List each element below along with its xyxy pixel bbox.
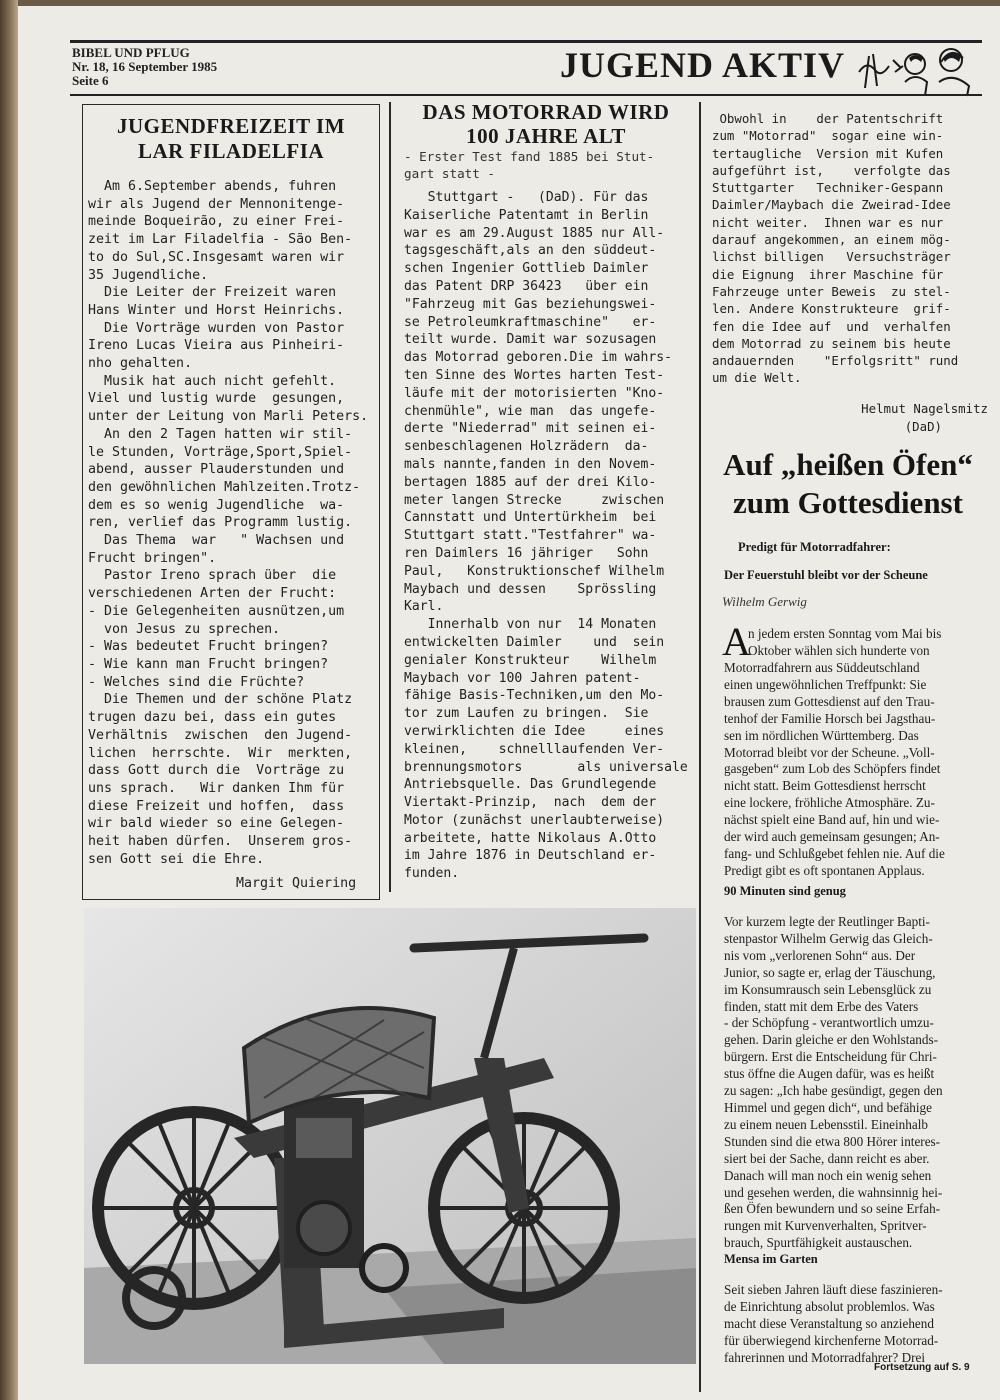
headline-line: 100 JAHRE ALT: [466, 124, 626, 148]
column-divider: [699, 102, 701, 1392]
page-number: Seite 6: [72, 73, 109, 88]
headline-line: zum Gottesdienst: [733, 485, 963, 520]
article-author: Margit Quiering: [236, 876, 357, 891]
article-kicker: Predigt für Motorradfahrer:: [738, 540, 891, 554]
issue-date: Nr. 18, 16 September 1985: [72, 59, 218, 74]
article-headline: [398, 100, 694, 148]
section-heading: Mensa im Garten: [724, 1252, 818, 1266]
intro-line: n jedem ersten Sonntag vom Mai bis: [748, 626, 942, 641]
intro-line: Oktober wählen sich hunderte von: [748, 643, 930, 658]
motorcycle-photo: [84, 908, 696, 1364]
masthead-rule: [70, 94, 982, 96]
article-body: Stuttgart - (DaD). Für das Kaiserliche Patentamt in Berlin war es am 29.August 1885 nur All- tagsgeschäft,als an den süddeut- schen Ingenier Gottlieb Daimler das Patent DRP 36423 über ein "Fahrzeug mit Gas beziehungswei- se Petroleumkraftmaschine" er- teilt wurde. Damit war sozusagen das Motorrad geboren.Die im wahrs- ten Sinne des Wortes harten Test- läufe mit der motorisierten "Kno- chenmühle", wie man das ungefe- derte "Niederrad" mit seinen ei- senbeschlagenen Holzrädern da- mals nannte,fanden in den Novem- bertagen 1885 auf der drei Kilo- meter langen Strecke zwischen Cannstatt und Untertürkheim bei Stuttgart statt."Testfahrer" wa- ren Daimlers 16 jähriger Sohn Paul, Konstruktionschef Wilhelm Maybach und dessen Sprössling Karl. Innerhalb von nur 14 Monaten entwickelten Daimler und sein genialer Konstrukteur Wilhelm Maybach vor 100 Jahren patent- fähige Basis-Techniken,um den Mo- tor zum Laufen zu bringen. Sie verwirklichten die Idee eines kleinen, schnelllaufenden Ver- brennungsmotors als universale Antriebsquelle. Das Grundlegende Viertakt-Prinzip, nach dem der Motor (zunächst unerlaubterweise) arbeitete, hatte Nikolaus A.Otto im Jahre 1876 in Deutschland er- funden.: [404, 190, 688, 882]
article-headline: [706, 446, 990, 522]
book-binding: [0, 0, 18, 1400]
publication-info: [72, 46, 217, 88]
drop-cap: A: [722, 619, 751, 664]
headline-line: JUGENDFREIZEIT IM: [116, 114, 346, 138]
headline-line: LAR FILADELFIA: [137, 139, 325, 163]
continued-note: Fortsetzung auf S. 9: [874, 1362, 970, 1373]
headline-line: DAS MOTORRAD WIRD: [422, 100, 670, 124]
youth-illustration-icon: [855, 42, 985, 98]
article-intro: Motorradfahrern aus Süddeutschland einen ungewöhnlichen Treffpunkt: Sie brausen zum Gottesdienst auf den Trau- tenhof der Familie Horsch bei Jagsthau- sen im nördlichen Württemberg. Das Motorrad bleibt vor der Scheune. „Voll- gasgeben“ zum Lob des Schöpfers findet nicht statt. Beim Gottesdienst herrscht eine lockere, fröhliche Atmosphäre. Zu- nächst spielt eine Band auf, hin und wie- der wird auch gemeinsam gesungen; An- fang- und Schlußgebet fehlen nie. Auf die Predigt gibt es oft spontanen Applaus.: [724, 660, 945, 878]
daimler-reitwagen-illustration: [84, 908, 696, 1364]
section-body: Seit sieben Jahren läuft diese faszinieren- de Einrichtung absolut problemlos. Was macht diese Veranstaltung so anziehend für überwiegend kirchenferne Motorrad- fahrerinnen und Motorradfahrer? Drei: [724, 1282, 943, 1365]
article-author: Wilhelm Gerwig: [722, 594, 807, 609]
article-body: Am 6.September abends, fuhren wir als Jugend der Mennonitenge- meinde Boqueirão, zu einer Frei- zeit im Lar Filadelfia - São Ben- to do Sul,SC.Insgesamt waren wir 35 Jugendliche. Die Leiter der Freizeit waren Hans Winter und Horst Heinrichs. Die Vorträge wurden von Pastor Ireno Lucas Vieira aus Pinheiri- nho gehalten. Musik hat auch nicht gefehlt. Viel und lustig wurde gesungen, unter der Leitung von Marli Peters. An den 2 Tagen hatten wir stil- le Stunden, Vorträge,Sport,Spiel- abend, ausser Plauderstunden und den gewöhnlichen Mahlzeiten.Trotz- dem es so wenig Jugendliche wa- ren, verlief das Programm lustig. Das Thema war " Wachsen und Frucht bringen". Pastor Ireno sprach über die verschiedenen Arten der Frucht: - Die Gelegenheiten ausnützen,um von Jesus zu sprechen. - Was bedeutet Frucht bringen? - Wie kann man Frucht bringen? - Welches sind die Früchte? Die Themen und der schöne Platz trugen dazu bei, dass ein gutes Verhältnis zwischen den Jugend- lichen herrschte. Wir merkten, dass Gott durch die Vorträge zu uns sprach. Wir danken Ihm für diese Freizeit und hoffen, dass wir bald wieder so eine Gelegen- heit haben dürfen. Unserem gros- sen Gott sei die Ehre.: [88, 179, 369, 867]
article-kicker: Der Feuerstuhl bleibt vor der Scheune: [724, 568, 928, 582]
article-headline: [82, 114, 380, 164]
author-name: Helmut Nagelsmitz: [861, 401, 988, 416]
top-rule: [70, 40, 982, 43]
author-agency: (DaD): [904, 419, 942, 434]
article-subtitle: - Erster Test fand 1885 bei Stut- gart statt -: [404, 149, 655, 181]
column-divider: [389, 102, 391, 892]
section-heading: 90 Minuten sind genug: [724, 884, 846, 898]
publication-name: BIBEL UND PFLUG: [72, 45, 190, 60]
article-author: [712, 400, 988, 436]
headline-line: Auf „heißen Öfen“: [723, 447, 973, 482]
section-masthead: JUGEND AKTIV: [560, 45, 846, 85]
section-body: Vor kurzem legte der Reutlinger Bapti- stenpastor Wilhelm Gerwig das Gleich- nis vom „verlorenen Sohn“ aus. Der Junior, so sagte er, erlag der Täuschung, im Konsumrausch sein Lebensglück zu finden, statt mit dem Erbe des Vaters - der Schöpfung - verantwortlich umzu- gehen. Darin gleiche er den Wohlstands- bürgern. Erst die Entscheidung für Chri- stus öffne die Augen dafür, was es heißt zu sagen: „Ich habe gesündigt, gegen den Himmel und gegen dich“, und befähige zu einem neuen Lebensstil. Eineinhalb Stunden sind die etwa 800 Hörer interes- siert bei der Sache, dann reicht es aber. Danach will man noch ein wenig sehen und gesehen werden, die wahnsinnig hei- ßen Öfen bewundern und so seine Erfah- rungen mit Kurvenverhalten, Spritver- brauch, Spurtfähigkeit austauschen.: [724, 914, 943, 1251]
article-continuation: Obwohl in der Patentschrift zum "Motorrad" sogar eine win- tertaugliche Version mit Kufen aufgeführt ist, verfolgte das Stuttgarter Techniker-Gespann Daimler/Maybach die Zweirad-Idee nicht weiter. Ihnen war es nur darauf angekommen, an einem mög- lichst billigen Versuchsträger die Eignung ihrer Maschine für Fahrzeuge unter Beweis zu stel- len. Andere Konstrukteure grif- fen die Idee auf und verhalfen dem Motorrad zu seinem bis heute andauernden "Erfolgsritt" rund um die Welt.: [712, 111, 959, 386]
